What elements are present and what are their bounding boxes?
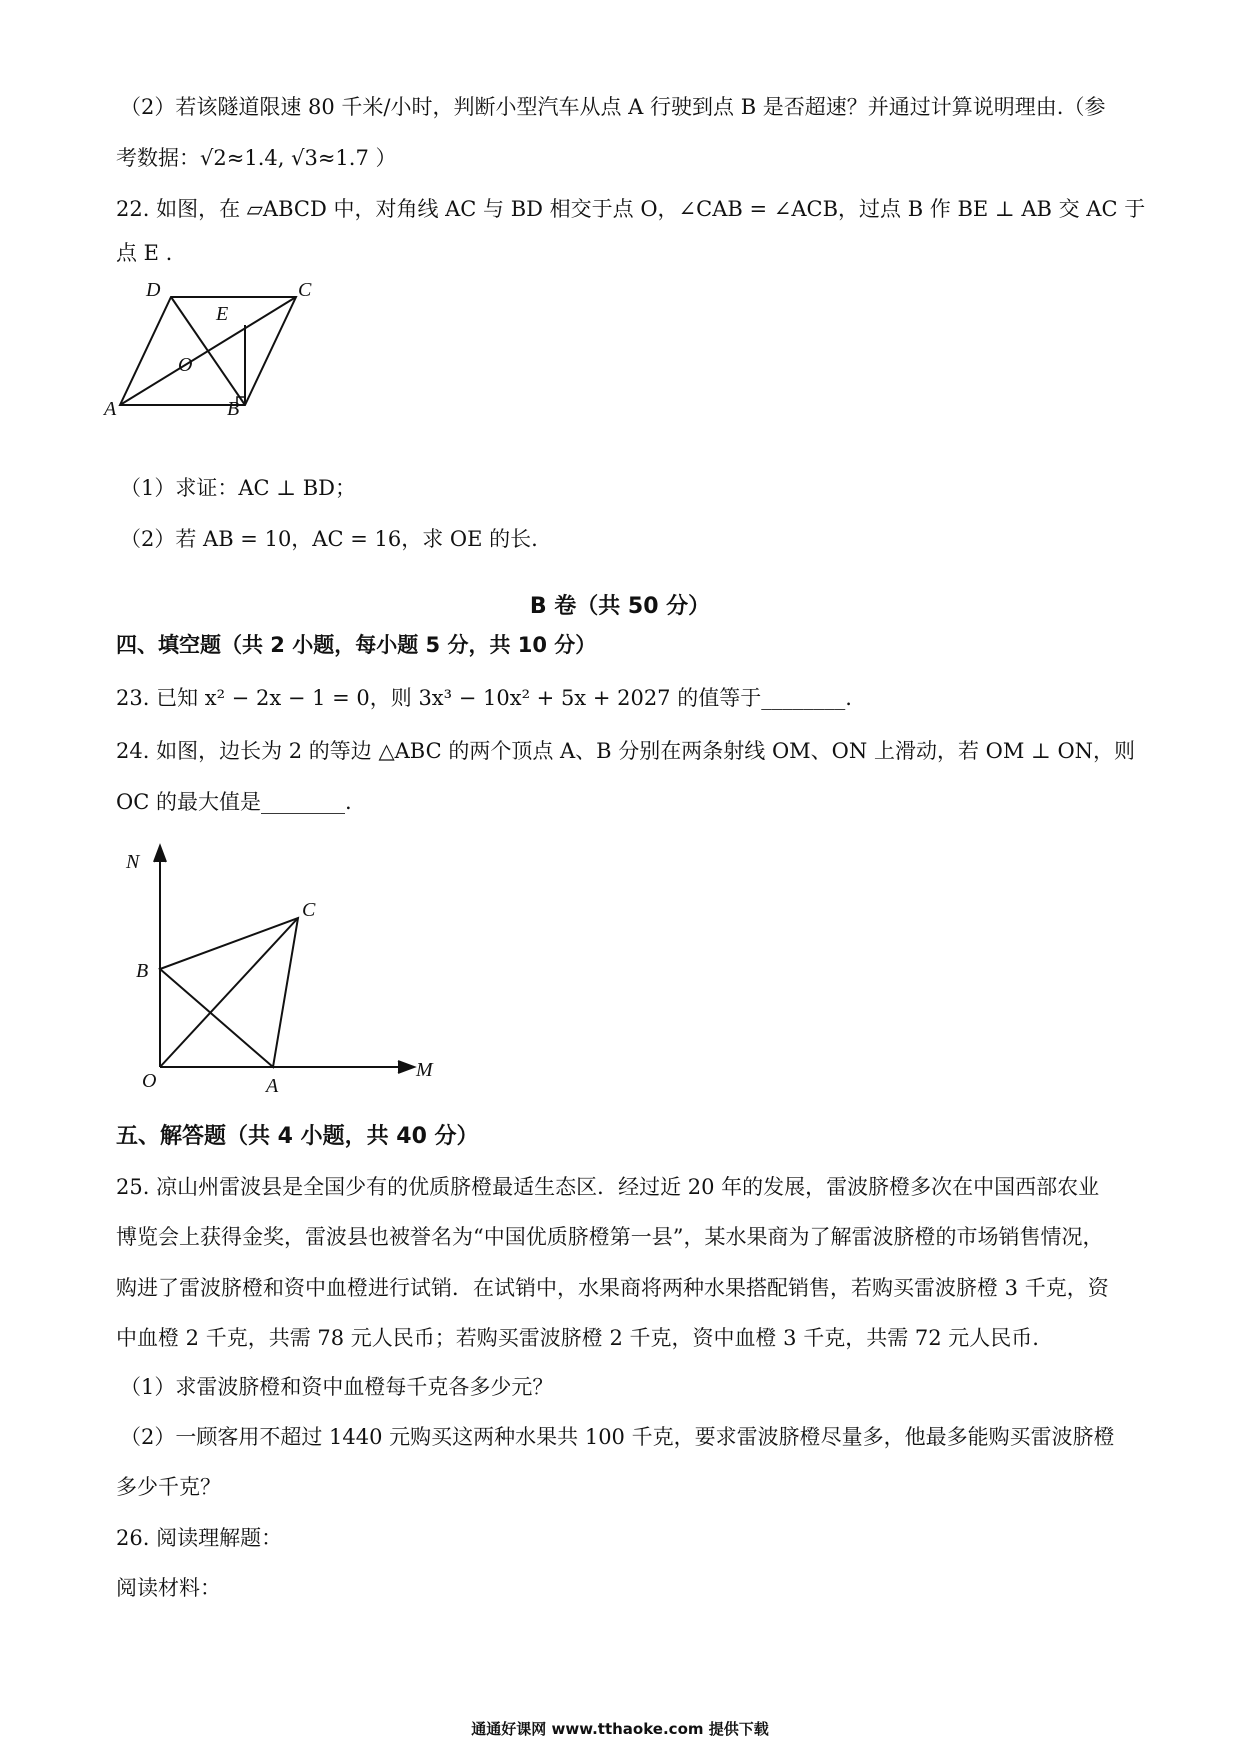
section-4-heading: 四、填空题（共 2 小题，每小题 5 分，共 10 分） bbox=[116, 633, 597, 657]
label-d: D bbox=[146, 279, 161, 301]
label-b: B bbox=[227, 398, 240, 420]
parallelogram-figure bbox=[100, 268, 330, 468]
label-m: M bbox=[416, 1059, 433, 1081]
q24-line2: OC 的最大值是________. bbox=[116, 790, 352, 814]
q25-part1: （1）求雷波脐橙和资中血橙每千克各多少元？ bbox=[120, 1375, 554, 1399]
q25-part2-line2: 多少千克？ bbox=[116, 1475, 221, 1499]
label-n: N bbox=[126, 851, 140, 873]
label-c: C bbox=[298, 279, 312, 301]
label-a: A bbox=[104, 398, 117, 420]
q22-line1: 22. 如图，在 ▱ABCD 中，对角线 AC 与 BD 相交于点 O，∠CAB = ∠ACB，过点 B 作 BE ⊥ AB 交 AC 于 bbox=[116, 197, 1146, 221]
section-5-heading: 五、解答题（共 4 小题，共 40 分） bbox=[116, 1124, 479, 1149]
label-o: O bbox=[142, 1070, 157, 1092]
part-b-heading: B 卷（共 50 分） bbox=[529, 594, 711, 619]
label-e: E bbox=[216, 303, 229, 325]
q23: 23. 已知 x² − 2x − 1 = 0，则 3x³ − 10x² + 5x + 2027 的值等于________. bbox=[116, 686, 852, 710]
q22-line2: 点 E . bbox=[116, 241, 173, 265]
footer-source: 通通好课网 www.tthaoke.com 提供下载 bbox=[471, 1720, 769, 1738]
q25-line4: 中血橙 2 千克，共需 78 元人民币；若购买雷波脐橙 2 千克，资中血橙 3 千克，共需 72 元人民币. bbox=[116, 1326, 1039, 1350]
q21-part2-line1: （2）若该隧道限速 80 千米/小时，判断小型汽车从点 A 行驶到点 B 是否超速？并通过计算说明理由.（参 bbox=[120, 95, 1106, 119]
q21-part2-line2: 考数据：√2≈1.4, √3≈1.7 ） bbox=[116, 146, 397, 170]
axes-triangle-figure bbox=[110, 838, 460, 1103]
q25-line2: 博览会上获得金奖，雷波县也被誉名为“中国优质脐橙第一县”，某水果商为了解雷波脐橙的市场销售情况， bbox=[116, 1225, 1104, 1249]
label-o: O bbox=[178, 354, 193, 376]
label-a: A bbox=[266, 1075, 279, 1097]
q25-part2-line1: （2）一顾客用不超过 1440 元购买这两种水果共 100 千克，要求雷波脐橙尽量多，他最多能购买雷波脐橙 bbox=[120, 1425, 1115, 1449]
q22-part1: （1）求证：AC ⊥ BD； bbox=[120, 476, 356, 500]
label-c: C bbox=[302, 899, 316, 921]
q24-line1: 24. 如图，边长为 2 的等边 △ABC 的两个顶点 A、B 分别在两条射线 OM、ON 上滑动，若 OM ⊥ ON，则 bbox=[116, 739, 1136, 763]
q26: 26. 阅读理解题： bbox=[116, 1526, 283, 1550]
q25-line1: 25. 凉山州雷波县是全国少有的优质脐橙最适生态区．经过近 20 年的发展，雷波脐橙多次在中国西部农业 bbox=[116, 1175, 1100, 1199]
q22-part2: （2）若 AB = 10，AC = 16，求 OE 的长. bbox=[120, 527, 538, 551]
q26-material: 阅读材料： bbox=[116, 1576, 221, 1600]
label-b: B bbox=[136, 960, 149, 982]
q25-line3: 购进了雷波脐橙和资中血橙进行试销．在试销中，水果商将两种水果搭配销售，若购买雷波脐橙 3 千克，资 bbox=[116, 1276, 1109, 1300]
